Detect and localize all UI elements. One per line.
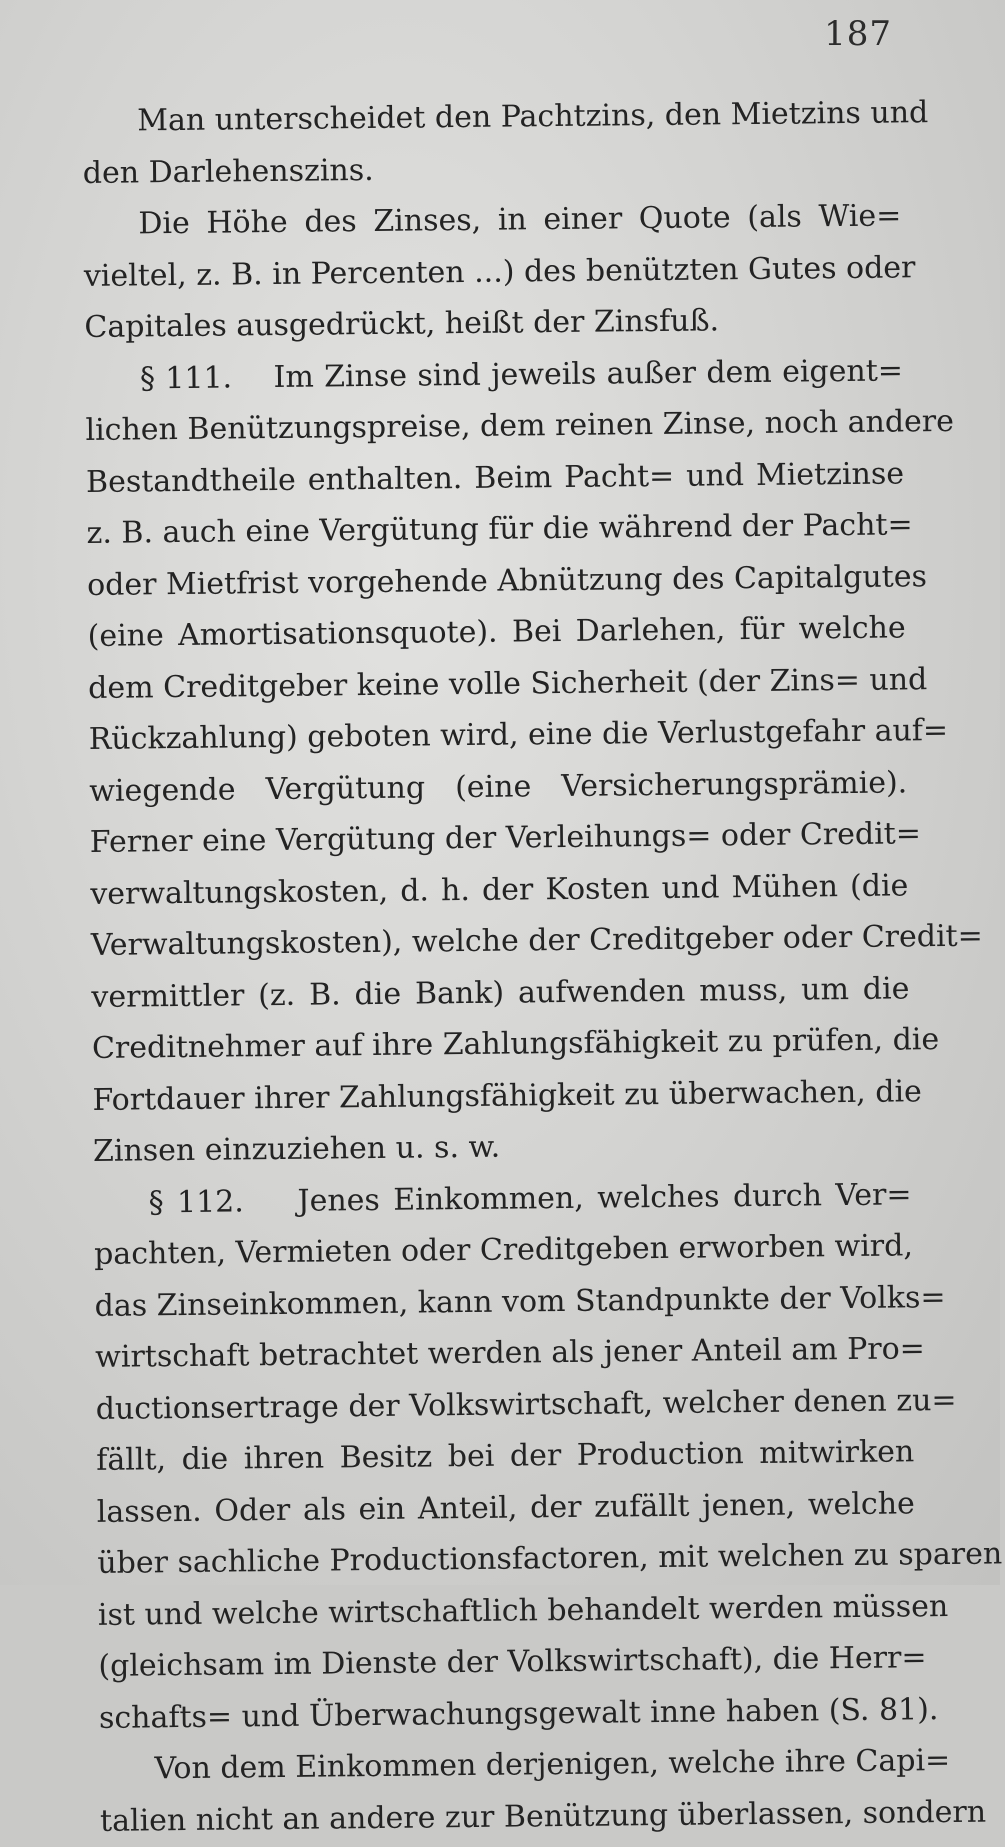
text-line: Zinsen einzuziehen u. s. w. [92, 1129, 501, 1169]
text-line: oder Mietfrist vorgehende Abnützung des Capitalgutes [86, 558, 928, 603]
text-line: Verwaltungskosten), welche der Creditgeber oder Credit= [90, 918, 983, 963]
text-line: wiegende Vergütung (eine Versicherungsprämie). [89, 764, 908, 809]
text-fragment: Jenes Einkommen, welches durch Ver= [297, 1176, 912, 1219]
text-line: Von dem Einkommen derjenigen, welche ihre Capi= [154, 1743, 951, 1787]
text-line: Creditnehmer auf ihre Zahlungsfähigkeit zu prüfen, die [91, 1022, 940, 1066]
text-line: talien nicht an andere zur Benützung überlassen, sondern [99, 1794, 987, 1839]
text-line: über sachliche Productionsfactoren, mit welchen zu sparen [97, 1536, 1003, 1581]
text-line: Rückzahlung) geboten wird, eine die Verlustgefahr auf= [88, 712, 949, 757]
text-line: fällt, die ihren Besitz bei der Production mitwirken [96, 1434, 915, 1478]
text-line: z. B. auch eine Vergütung für die während der Pacht= [86, 507, 913, 551]
body-text [82, 87, 1003, 1846]
text-line: (eine Amortisationsquote). Bei Darlehen, für welche [87, 610, 906, 654]
text-line: pachten, Vermieten oder Creditgeben erworben wird, [93, 1228, 914, 1272]
text-line: lichen Benützungspreise, dem reinen Zinse, noch andere [85, 403, 955, 448]
text-line: ductionsertrage der Volkswirtschaft, welcher denen zu= [95, 1382, 957, 1427]
text-line: Bestandtheile enthalten. Beim Pacht= und Mietzinse [85, 455, 905, 500]
text-line: (gleichsam im Dienste der Volkswirtschaft), die Herr= [98, 1640, 927, 1684]
text-line: ist und welche wirtschaftlich behandelt werden müssen [97, 1588, 949, 1633]
text-line: Capitales ausgedrückt, heißt der Zinsfuß. [84, 303, 720, 345]
text-line: vieltel, z. B. in Percenten ...) des benützten Gutes oder [83, 249, 916, 294]
text-line: verwaltungskosten, d. h. der Kosten und Mühen (die [90, 867, 909, 912]
text-line: Die Höhe des Zinses, in einer Quote (als Wie= [138, 198, 902, 242]
text-line: vermittler (z. B. die Bank) aufwenden muss, um die [91, 970, 910, 1015]
section-number-112: § 112. [148, 1183, 245, 1220]
section-line [85, 345, 903, 405]
text-line: dem Creditgeber keine volle Sicherheit (der Zins= und [88, 661, 928, 706]
section-number-111: § 111. [139, 359, 233, 396]
text-line: das Zinseinkommen, kann vom Standpunkte der Volks= [94, 1279, 946, 1324]
text-line: Fortdauer ihrer Zahlungsfähigkeit zu überwachen, die [92, 1073, 923, 1118]
text-line: den Darlehenszins. [82, 152, 374, 191]
text-fragment: Im Zinse sind jeweils außer dem eigent= [273, 352, 904, 395]
text-line: wirtschaft betrachtet werden als jener Anteil am Pro= [95, 1331, 926, 1375]
section-line [93, 1169, 911, 1229]
text-line: Ferner eine Vergütung der Verleihungs= oder Credit= [89, 816, 922, 860]
page-number: 187 [824, 14, 892, 54]
text-line: lassen. Oder als ein Anteil, der zufällt jenen, welche [96, 1485, 915, 1530]
text-line: Man unterscheidet den Pachtzins, den Mietzins und [137, 95, 929, 139]
text-line: schafts= und Überwachungsgewalt inne haben (S. 81). [98, 1691, 939, 1736]
